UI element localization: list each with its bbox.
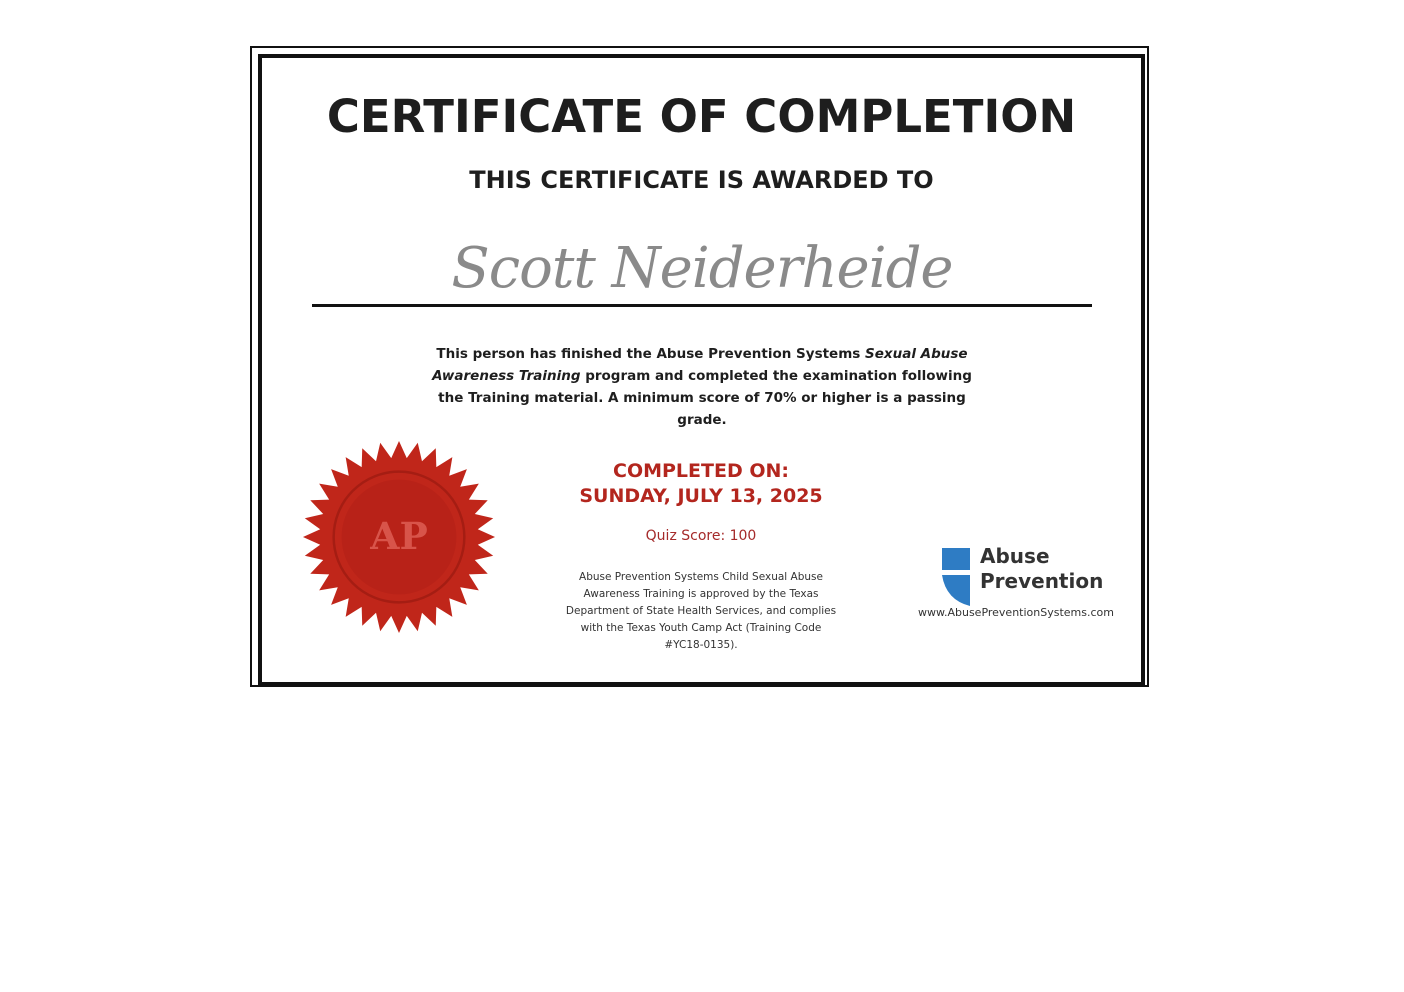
completion-block: [540, 459, 862, 509]
course-name: Sexual Abuse Awareness Training: [432, 346, 968, 384]
description-text-end: program and completed the examination following the Training material. A minimum score of 70% or higher is a passing grade.: [438, 368, 972, 428]
recipient-name: Scott Neiderheide: [451, 236, 953, 301]
description-text-start: This person has finished the Abuse Prevention Systems: [436, 346, 866, 362]
approval-statement: Abuse Prevention Systems Child Sexual Abuse Awareness Training is approved by the Texas Department of State Health Services, and complies with the Texas Youth Camp Act (Training Code #YC18-0135).: [565, 571, 837, 651]
logo-wordmark: [980, 544, 1103, 594]
signature-line: [312, 304, 1092, 307]
shield-logo-icon: [942, 548, 970, 606]
certificate-description: [420, 343, 984, 431]
abuse-prevention-logo: [936, 544, 1104, 608]
certificate-subtitle: THIS CERTIFICATE IS AWARDED TO: [469, 166, 934, 194]
completed-label: COMPLETED ON:: [613, 460, 789, 482]
seal-badge: [300, 438, 498, 636]
quiz-score: Quiz Score: 100: [645, 528, 757, 544]
website-url: www.AbusePreventionSystems.com: [917, 606, 1114, 619]
seal-monogram: AP: [370, 513, 428, 558]
logo-word-abuse: Abuse: [980, 544, 1050, 568]
completed-date: SUNDAY, JULY 13, 2025: [579, 485, 823, 507]
logo-word-prevention: Prevention: [980, 569, 1104, 593]
certificate-title: CERTIFICATE OF COMPLETION: [326, 90, 1077, 143]
